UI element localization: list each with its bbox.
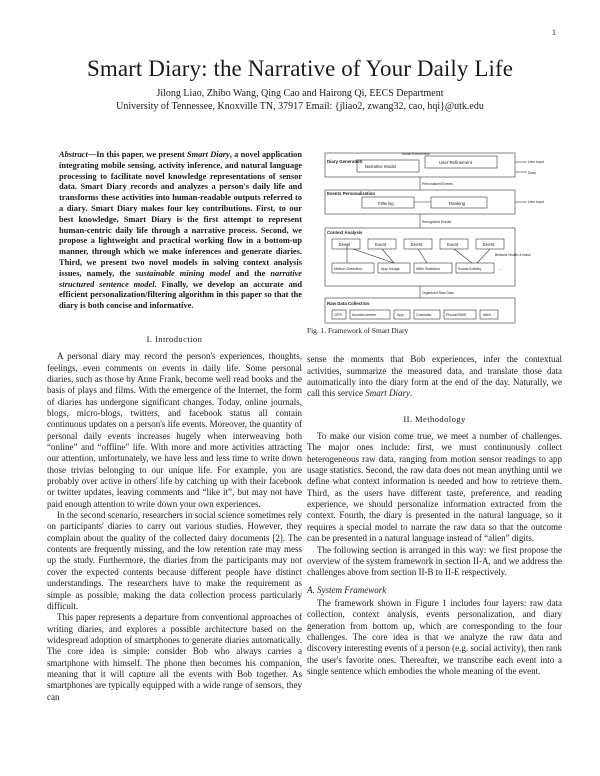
fig-narrative-model: Narrative Model — [365, 164, 396, 169]
fig-social-activity: Social Activity — [458, 267, 482, 271]
fig-app-usage: App Usage — [381, 267, 400, 271]
fig-context-analysis: Context Analysis — [327, 230, 363, 235]
fig-user-refinement: User Refinement — [439, 160, 472, 165]
methodology-paragraph-2: The following section is arranged in this way: we first propose the overview of the system framework in section II-A, and we address the challenges above from section II-B to II-E respectively. — [307, 544, 562, 578]
authors: Jilong Liao, Zhibo Wang, Qing Cao and Hairong Qi, EECS Department — [156, 88, 444, 99]
fig-user-input-2: User Input — [528, 200, 544, 204]
section-heading-introduction: I. Introduction — [146, 333, 203, 344]
intro-p4-text: sense the moments that Bob experiences, infer the contextual activities, summarize the measured data, and translate those data automatically into the diary form at the end of the day. Naturally, we call this service — [307, 354, 562, 399]
fig-ranking: Ranking — [449, 201, 466, 206]
fig-personalized-events: Personalized Events — [422, 182, 453, 186]
affiliation: University of Tennessee, Knoxville TN, 37917 Email: {jliao2, zwang32, cao, hqi}@utk.edu — [116, 100, 484, 112]
intro-p4-system-name: Smart Diary — [365, 388, 410, 399]
fig-behavior-modify: Behavior Modific & Noise — [495, 253, 531, 257]
intro-paragraph-4 — [307, 354, 562, 399]
fig-diary-output: Diary — [528, 171, 536, 175]
subsection-heading-system-framework: A. System Framework — [307, 584, 387, 595]
fig-event: Event — [339, 242, 351, 247]
fig-event: Event — [447, 242, 459, 247]
fig-organized-raw-data: Organized Raw Data — [422, 291, 454, 295]
fig-calendar: Calendar — [416, 313, 432, 317]
abstract-model-2: narrative structured sentence model — [59, 268, 303, 289]
abstract — [47, 150, 302, 312]
fig-gps: GPS — [334, 313, 343, 317]
fig-filtering: Filtering — [378, 201, 394, 206]
fig-motion-detection: Motion Detection — [334, 267, 363, 271]
fig-events-personalization: Events Personalization — [327, 191, 376, 196]
methodology-paragraph-3: The framework shown in Figure 1 includes four layers: raw data collection, context analysis, events personalization, and diary generation from bottom up, which are corresponding to the four challenges. The core idea is that we analyze the raw data and discovery interesting events of a person (e.g. social activity), then rank the user's favorite ones. Thereafter, we transcribe each event into a single sentence which embodies the whole meaning of the event. — [307, 597, 562, 676]
fig-web: Web — [483, 313, 491, 317]
fig-event: Event — [411, 242, 423, 247]
intro-paragraph-2: In the second scenario, researchers in social science sometimes rely on participants' diaries to carry out various studies. However, they complain about the quality of the collected dairy documents [2]. The contents are frequently missing, and the low retention rate may mess up the study. Furthermore, the diaries from the participants may not cover the expected contents because different people have distinct understandings. The researchers have to make the requirement as simple as possible, making the data collection process particularly difficult. — [47, 510, 302, 611]
fig-accelerometer: Accelerometer — [352, 313, 377, 317]
fig-diary-generation: Diary Generation — [327, 159, 363, 164]
fig-web-statistics: Web Statistics — [416, 267, 440, 271]
abstract-text: , a novel application integrating mobile sensing, activity inference, and natural language processing to facilitate novel knowledge representations of sensor data. Smart Diary records and analyzes a person's daily life and transforms these activities into human-readable outputs referred to a diary. Smart Diary makes four key contributions. First, to our best knowledge, Smart Diary is the first attempt to represent human-centric daily life through a narrative process. Second, we propose a lightweight and practical working flow in a bottom-up manner, through which we make inferences and generate diaries. Third, we present two novel models in solving context analysis issues, namely, the — [59, 150, 302, 278]
abstract-system-name: Smart Diary — [186, 150, 230, 159]
left-column — [47, 150, 302, 703]
intro-paragraph-1: A personal diary may record the person's experiences, thoughts, feelings, even comments on events in daily life. Some personal diaries, such as those by Anne Frank, become well read books and the basis of plays and films. With the emergence of the Internet, the form of diaries has undergone significant changes. Today, online journals, blogs, micro-blogs, twitters, and facebook status all contain continuous updates on a person's life events. Moreover, the quantity of personal daily events increases hugely when interweaving both “online” and “offline” life. With more and more activities attracting our attention, unfortunately, we have less and less time to write down those trivias belonging to our unique life. For example, you are probably over active in others' life by catching up with their facebook or twitter updates, leaving comments and “like it”, but may not have paid enough attention to write down your own experiences. — [47, 351, 302, 509]
methodology-paragraph-1: To make our vision come true, we meet a number of challenges. The major ones include: first, we must continuously collect heterogeneous raw data, ranging from motion sensor readings to app usage statistics. Second, the raw data does not mean anything until we define what context information is needed and how to retrieve them. Third, as the users have different taste, preference, and reading experience, we should personalize information extracted from the context. Fourth, the diary is presented in the natural language, so it requires a special model to narrate the raw data so that the outcome can be presented in a natural language instead of “alien” digits. — [307, 431, 562, 544]
page-number: 1 — [552, 28, 556, 37]
abstract-text: —In this paper, we present — [87, 150, 187, 159]
abstract-model-1: sustainable mining model — [135, 268, 231, 278]
abstract-label: Abstract — [59, 150, 88, 159]
fig-phone-sms: Phone/SMS — [446, 313, 467, 317]
fig-raw-data-collection: Raw Data Collection — [327, 301, 370, 306]
fig-model-refinement: Model Refinement — [402, 152, 430, 156]
figure-caption: Fig. 1. Framework of Smart Diary — [307, 326, 409, 335]
fig-event: Event — [375, 242, 387, 247]
abstract-text: and the — [230, 268, 271, 278]
fig-recognized-events: Recognized Events — [422, 220, 452, 224]
section-heading-methodology: II. Methodology — [403, 413, 466, 424]
framework-figure — [307, 150, 562, 325]
fig-user-input-1: User Input — [528, 160, 544, 164]
intro-p4-end: . — [409, 388, 413, 399]
intro-paragraph-3: This paper represents a departure from conventional approaches of writing diaries, and explores a possible architecture based on the widespread adoption of smartphones to generate diaries automatically. The core idea is simple: consider Bob who always carries a smartphone with himself. The phone then becomes his companion, meaning that it will capture all the events with Bob together. As smartphones are typically equipped with a wide range of sensors, they can — [47, 612, 302, 702]
author-block — [0, 88, 600, 113]
fig-event: Event — [483, 242, 495, 247]
right-column — [307, 150, 562, 677]
fig-app: App — [397, 313, 404, 317]
fig-ellipsis: ... — [499, 266, 503, 271]
paper-title: Smart Diary: the Narrative of Your Daily Life — [86, 56, 514, 81]
abstract-text: . Finally, we develop an accurate and efficient personalization/filtering algorithm in this paper so that the diary is both concise and informative. — [59, 279, 302, 311]
